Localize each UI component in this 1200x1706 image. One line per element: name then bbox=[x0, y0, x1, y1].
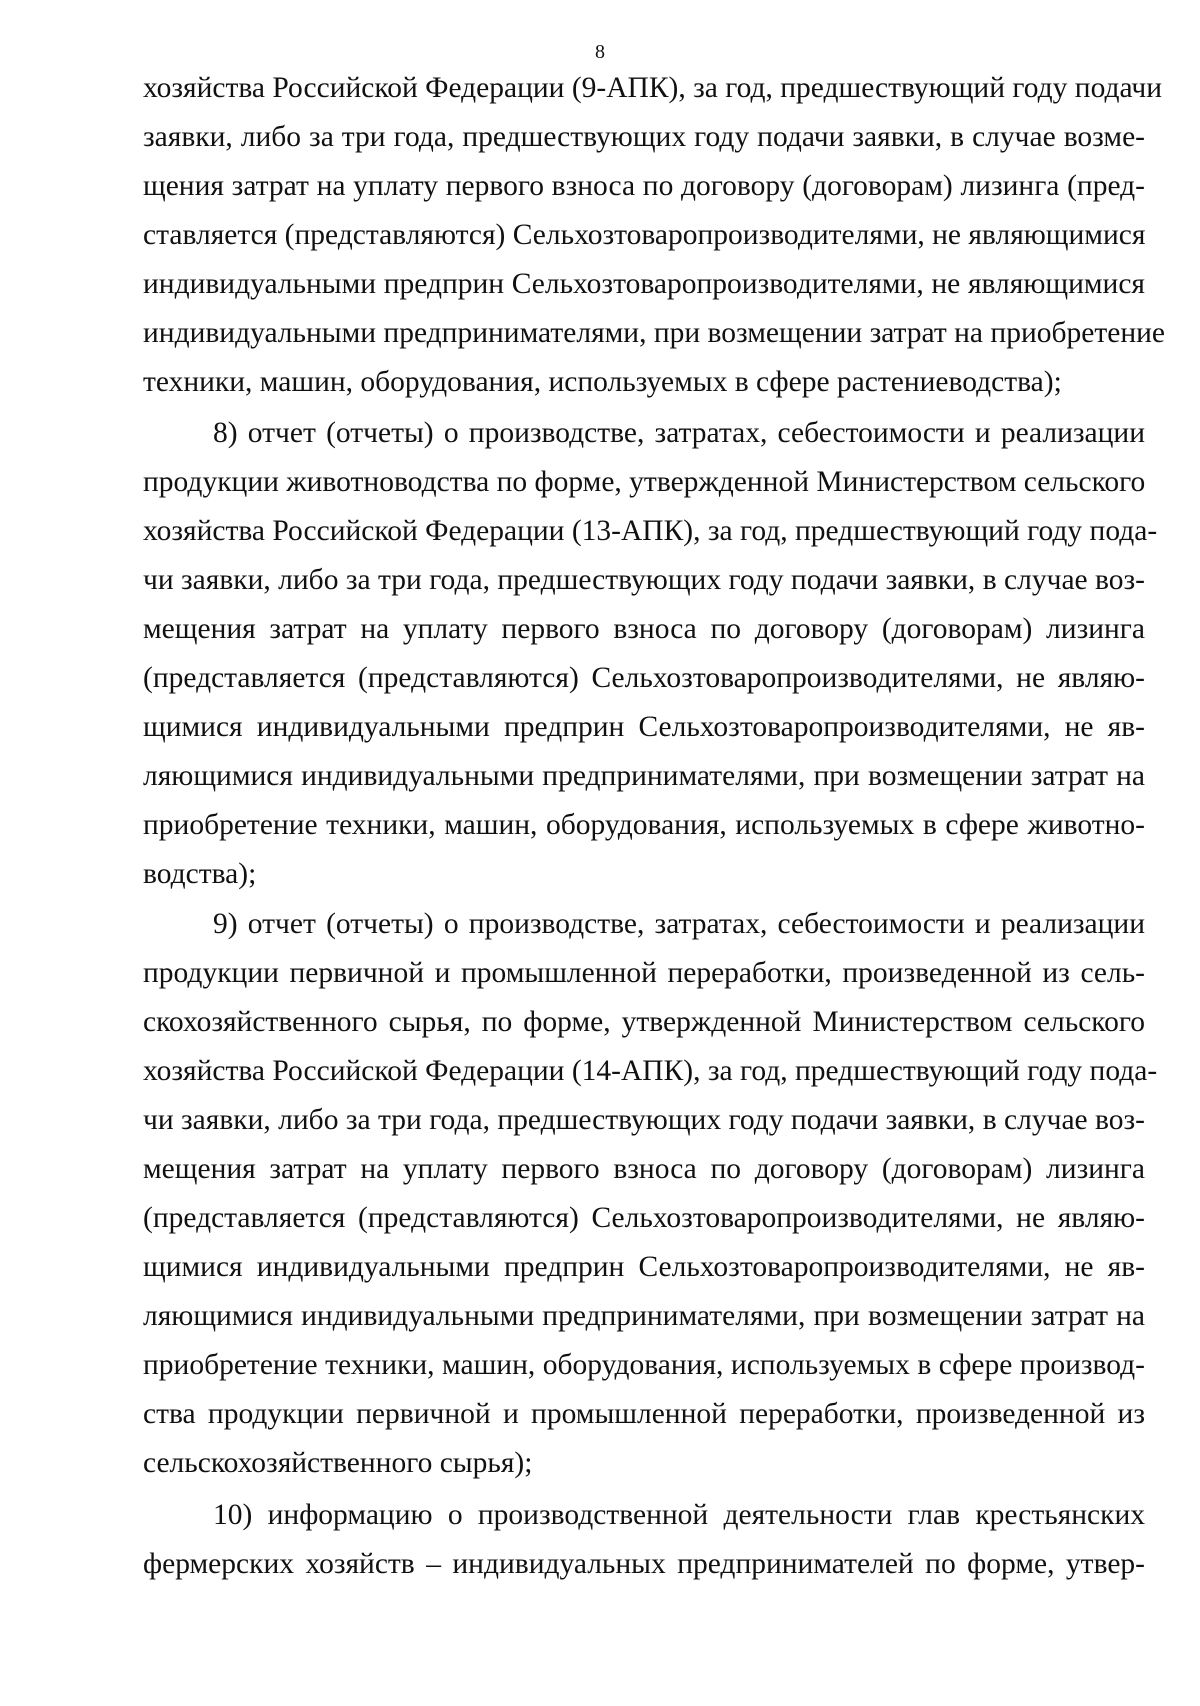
text-line: чи заявки, либо за три года, предшествующих году подачи заявки, в случае воз- bbox=[143, 564, 1145, 596]
paragraph-item-10 bbox=[143, 1491, 1145, 1589]
paragraph-item-9 bbox=[143, 900, 1158, 1488]
text-line: хозяйства Российской Федерации (14-АПК), за год, предшествующий году пода- bbox=[143, 1055, 1158, 1087]
text-line: продукции первичной и промышленной переработки, произведенной из сель- bbox=[143, 957, 1145, 989]
text-line: мещения затрат на уплату первого взноса по договору (договорам) лизинга bbox=[143, 1153, 1145, 1185]
text-line: хозяйства Российской Федерации (13-АПК), за год, предшествующий году пода- bbox=[143, 515, 1158, 547]
paragraph-item-8 bbox=[143, 409, 1158, 899]
text-line: 10) информацию о производственной деятельности глав крестьянских bbox=[213, 1499, 1145, 1531]
text-line: ляющимися индивидуальными предпринимателями, при возмещении затрат на bbox=[143, 1300, 1145, 1332]
text-line: продукции животноводства по форме, утвержденной Министерством сельского bbox=[143, 466, 1146, 498]
text-line: чи заявки, либо за три года, предшествующих году подачи заявки, в случае воз- bbox=[143, 1104, 1145, 1136]
text-line: 8) отчет (отчеты) о производстве, затратах, себестоимости и реализации bbox=[213, 417, 1145, 449]
text-line: 9) отчет (отчеты) о производстве, затратах, себестоимости и реализации bbox=[213, 908, 1145, 940]
text-line: индивидуальными предприн Сельхозтоваропроизводителями, не являющимися bbox=[143, 268, 1145, 300]
text-line: техники, машин, оборудования, используемых в сфере растениеводства); bbox=[143, 366, 1062, 398]
text-line: мещения затрат на уплату первого взноса по договору (договорам) лизинга bbox=[143, 613, 1145, 645]
text-line: ставляется (представляются) Сельхозтоваропроизводителями, не являющимися bbox=[143, 219, 1146, 251]
text-line: фермерских хозяйств – индивидуальных предпринимателей по форме, утвер- bbox=[143, 1548, 1145, 1580]
text-line: ляющимися индивидуальными предпринимателями, при возмещении затрат на bbox=[143, 760, 1145, 792]
paragraph-continuation bbox=[143, 64, 1165, 407]
text-line: (представляется (представляются) Сельхозтоваропроизводителями, не являю- bbox=[143, 1202, 1145, 1234]
text-line: приобретение техники, машин, оборудования, используемых в сфере животно- bbox=[143, 809, 1145, 841]
text-line: щимися индивидуальными предприн Сельхозтоваропроизводителями, не яв- bbox=[143, 1251, 1145, 1283]
text-line: щимися индивидуальными предприн Сельхозтоваропроизводителями, не яв- bbox=[143, 711, 1145, 743]
page-number: 8 bbox=[595, 41, 605, 63]
text-line: ства продукции первичной и промышленной переработки, произведенной из bbox=[143, 1398, 1145, 1430]
text-line: индивидуальными предпринимателями, при возмещении затрат на приобретение bbox=[143, 317, 1165, 349]
text-line: сельскохозяйственного сырья); bbox=[143, 1447, 533, 1479]
text-line: заявки, либо за три года, предшествующих году подачи заявки, в случае возме- bbox=[143, 121, 1145, 153]
text-line: хозяйства Российской Федерации (9-АПК), за год, предшествующий году подачи bbox=[143, 72, 1163, 104]
text-line: скохозяйственного сырья, по форме, утвержденной Министерством сельского bbox=[143, 1006, 1145, 1038]
text-line: приобретение техники, машин, оборудования, используемых в сфере производ- bbox=[143, 1349, 1145, 1381]
text-line: водства); bbox=[143, 858, 257, 890]
text-line: щения затрат на уплату первого взноса по договору (договорам) лизинга (пред- bbox=[143, 170, 1145, 202]
text-line: (представляется (представляются) Сельхозтоваропроизводителями, не являю- bbox=[143, 662, 1145, 694]
